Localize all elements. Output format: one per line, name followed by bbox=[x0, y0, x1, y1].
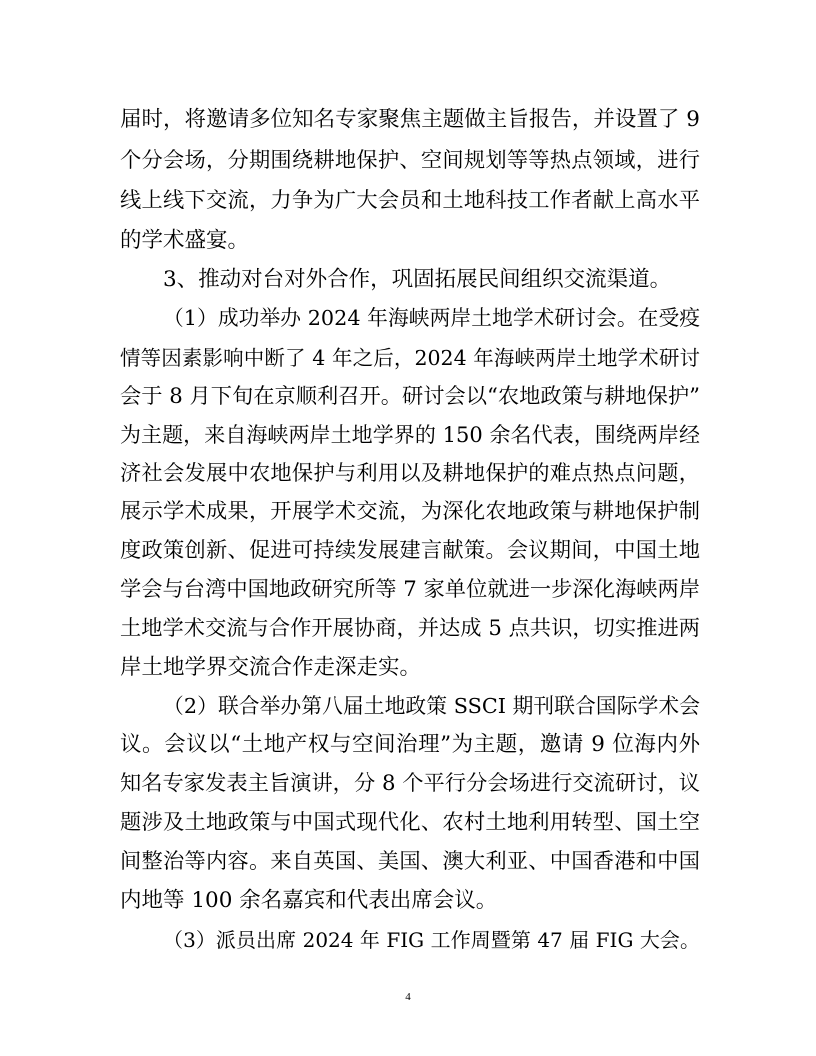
body-text-line: 岸土地学界交流合作走深走实。 bbox=[120, 655, 422, 680]
body-text-line: 间整治等内容。来自英国、美国、澳大利亚、中国香港和中国 bbox=[120, 849, 700, 874]
body-text-line: 知名专家发表主旨演讲，分 8 个平行分会场进行交流研讨，议 bbox=[120, 771, 700, 796]
body-text-line: 题涉及土地政策与中国式现代化、农村土地利用转型、国土空 bbox=[120, 810, 700, 835]
body-text-line: 线上线下交流，力争为广大会员和土地科技工作者献上高水平 bbox=[120, 188, 700, 213]
body-text-line: 济社会发展中农地保护与利用以及耕地保护的难点热点问题， bbox=[120, 461, 700, 486]
body-text-line: 学会与台湾中国地政研究所等 7 家单位就进一步深化海峡两岸 bbox=[120, 577, 700, 602]
body-text-line: （1）成功举办 2024 年海峡两岸土地学术研讨会。在受疫 bbox=[163, 306, 700, 330]
body-text-line: 会于 8 月下旬在京顺利召开。研讨会以“农地政策与耕地保护” bbox=[120, 384, 701, 409]
body-text-line: 个分会场，分期围绕耕地保护、空间规划等等热点领域，进行 bbox=[120, 148, 700, 173]
body-text-line: 为主题，来自海峡两岸土地学界的 150 余名代表，围绕两岸经 bbox=[120, 423, 700, 447]
body-text-line: 情等因素影响中断了 4 年之后，2024 年海峡两岸土地学术研讨 bbox=[120, 346, 700, 370]
body-text-line: （2）联合举办第八届土地政策 SSCI 期刊联合国际学术会 bbox=[163, 694, 700, 718]
body-text-line: 内地等 100 余名嘉宾和代表出席会议。 bbox=[120, 888, 498, 913]
body-text-line: 的学术盛宴。 bbox=[120, 228, 250, 253]
body-text-line: 展示学术成果，开展学术交流，为深化农地政策与耕地保护制 bbox=[120, 499, 700, 524]
body-text-line: （3）派员出席 2024 年 FIG 工作周暨第 47 届 FIG 大会。 bbox=[163, 928, 700, 952]
body-text-line: 届时，将邀请多位知名专家聚焦主题做主旨报告，并设置了 9 bbox=[120, 107, 700, 132]
body-text-line: 土地学术交流与合作开展协商，并达成 5 点共识，切实推进两 bbox=[120, 616, 700, 641]
section-heading: 3、推动对台对外合作，巩固拓展民间组织交流渠道。 bbox=[163, 267, 672, 292]
page-number: 4 bbox=[405, 991, 411, 1003]
body-text-line: 议。会议以“土地产权与空间治理”为主题，邀请 9 位海内外 bbox=[120, 732, 700, 757]
body-text-line: 度政策创新、促进可持续发展建言献策。会议期间，中国土地 bbox=[120, 538, 700, 563]
